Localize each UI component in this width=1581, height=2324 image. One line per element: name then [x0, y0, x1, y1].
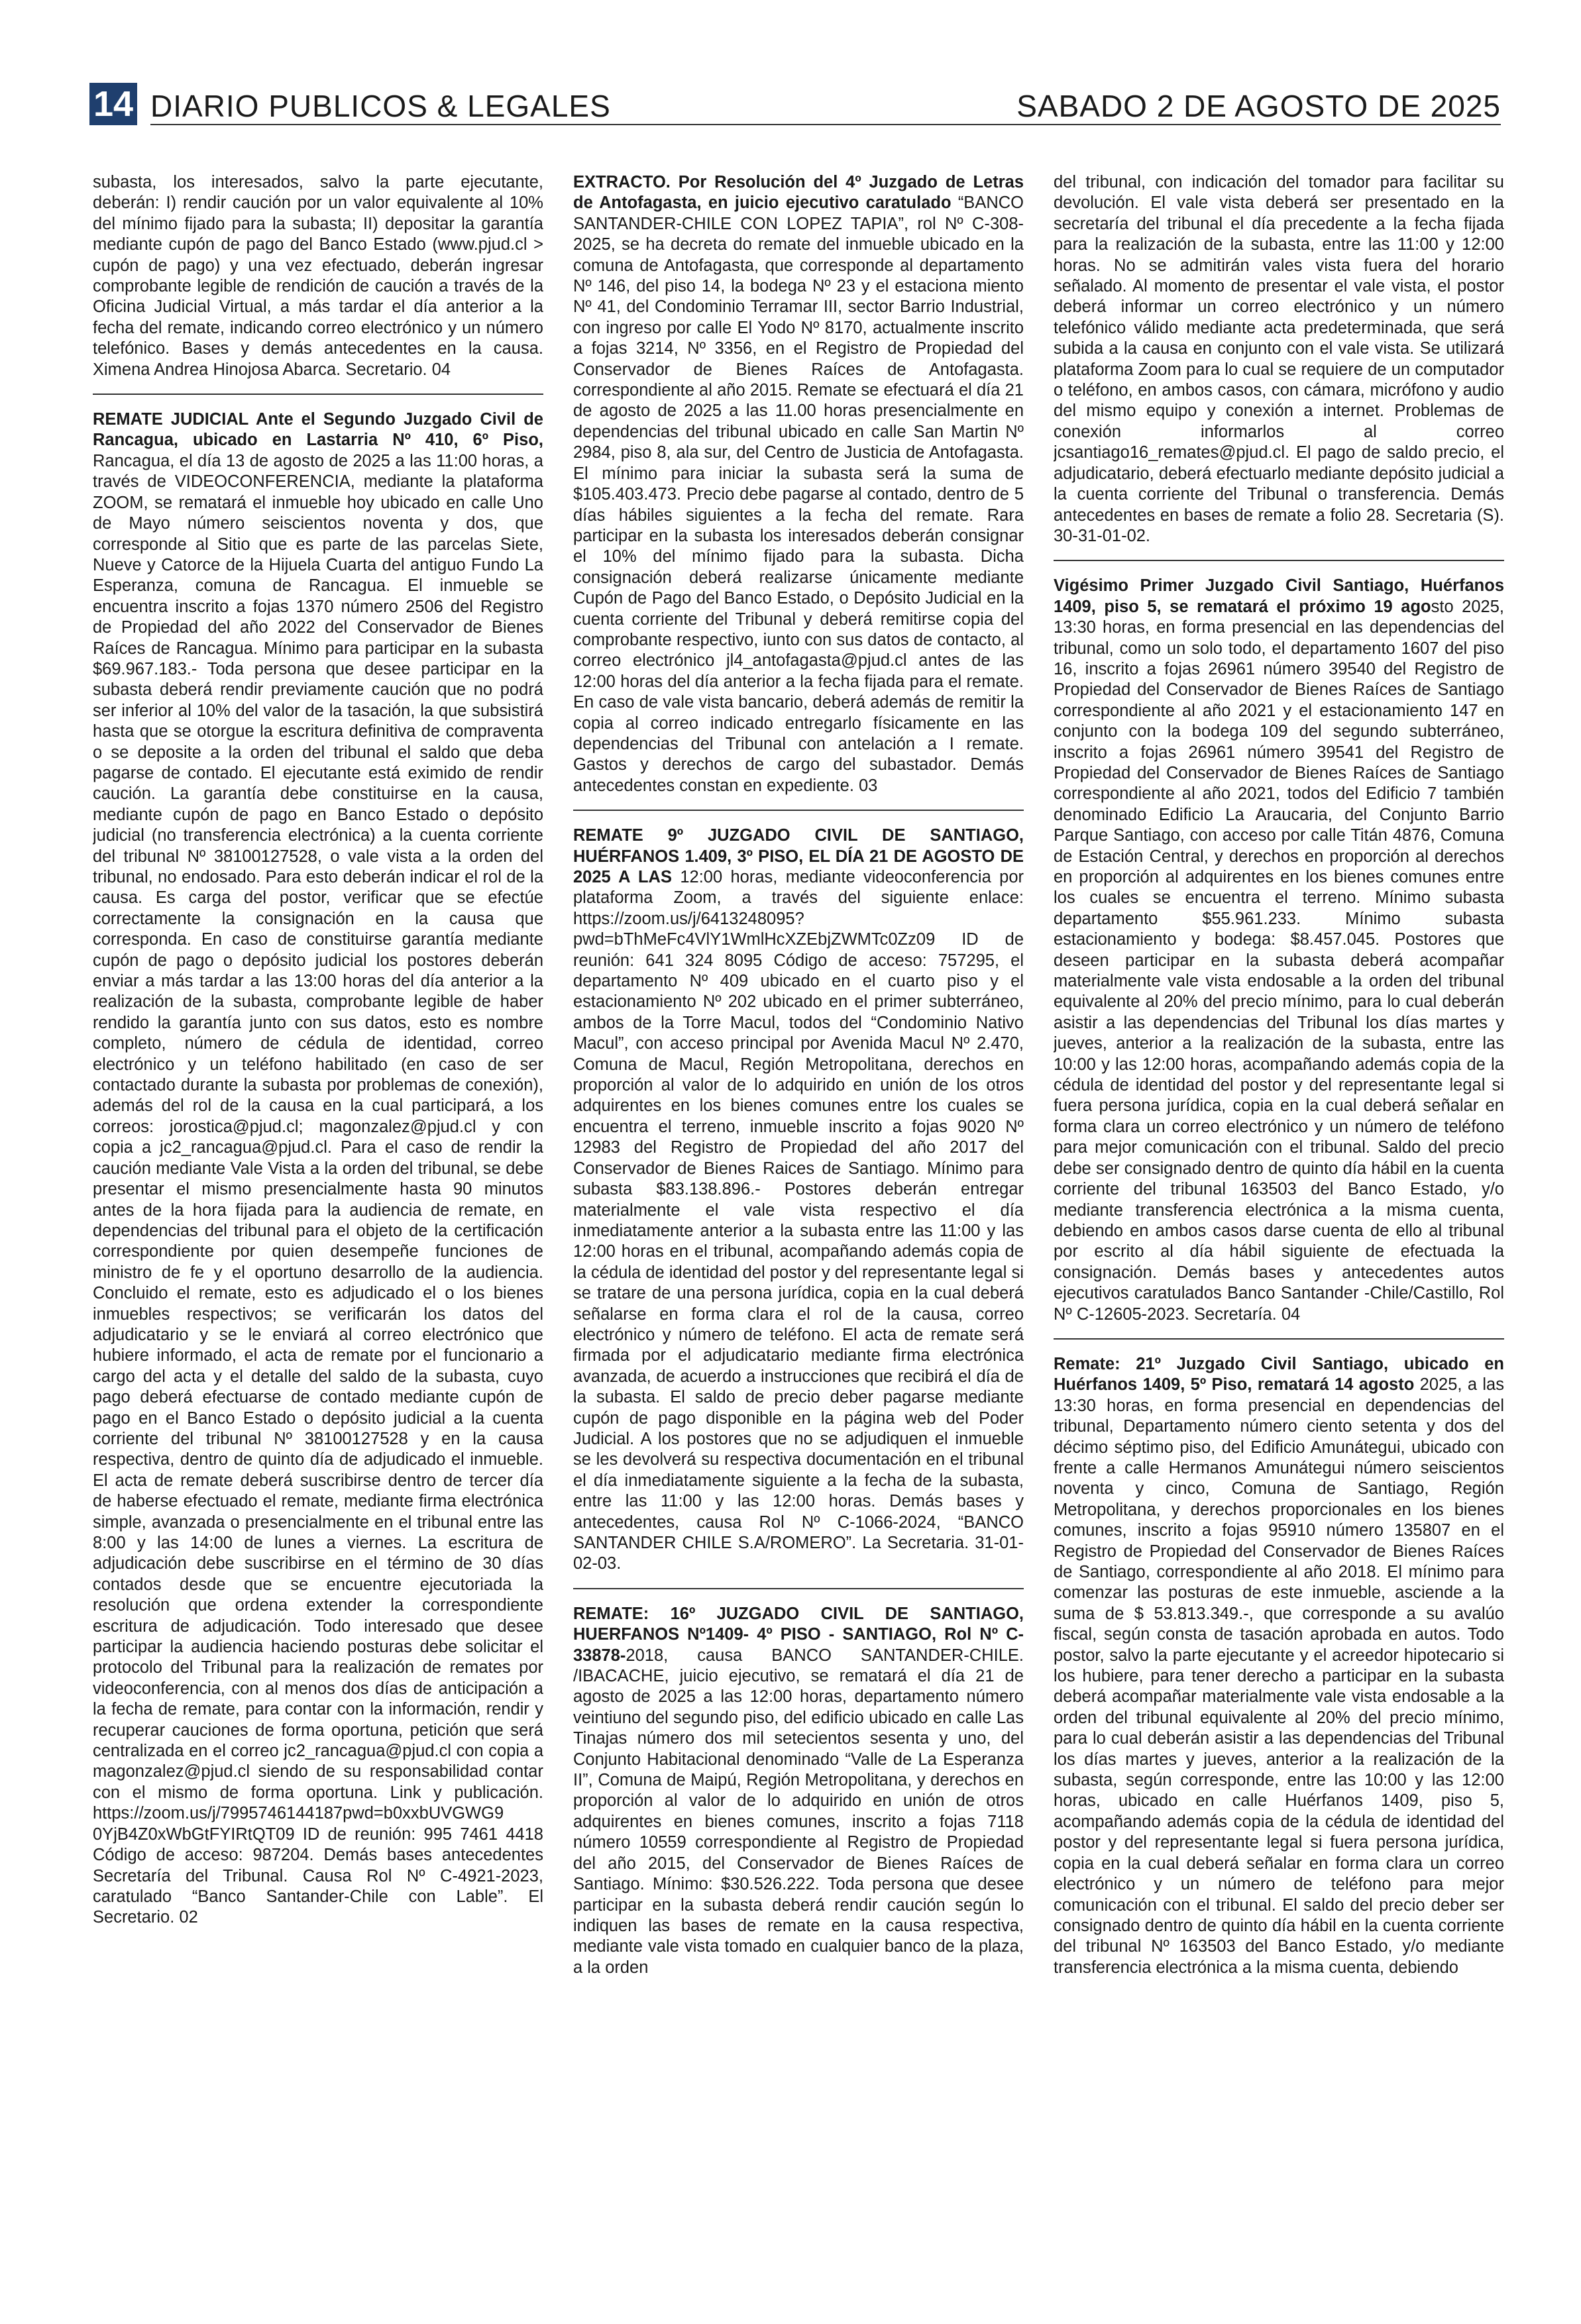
page-header: [89, 83, 1501, 125]
legal-notice: [1054, 172, 1504, 547]
notice-separator: [1054, 1338, 1504, 1340]
notice-body: sto 2025, 13:30 horas, en forma presencial en las dependencias del tribunal, como un solo todo, el departamento 1607 del piso 16, inscrito a fojas 26961 número 39540 del Registro de Propiedad del Conservador de Bienes Raíces de Santiago correspondiente al año 2021 y el estacionamiento 147 en conjunto con la bodega 109 del segundo subterráneo, inscrito a fojas 26961 número 39541 del Registro de Propiedad del Conservador de Bienes Raíces de Santiago correspondiente al año 2021, todos del Edificio 7 también denominado Edificio La Araucaria, del Conjunto Barrio Parque Santiago, con acceso por calle Titán 4876, Comuna de Estación Central, y derechos en proporción al derechos en proporción al adquirentes en los bienes comunes entre los cuales se encuentra el terreno. Mínimo subasta departamento $55.961.233. Mínimo subasta estacionamiento y bodega: $8.457.045. Postores que deseen participar en la subasta deberá acompañar materialmente vale vista endosable a la orden del tribunal equivalente al 20% del precio mínimo, para lo cual deberán asistir a las dependencias del Tribunal los días martes y jueves, anterior a la realización de la subasta, entre las 10:00 y las 12:00 horas, acompañando además copia de la cédula de identidad del postor y del representante legal si fuera persona jurídica, copia en la cual deberá señalar en forma clara un correo electrónico y un número de teléfono para mejor comunicación con el tribunal. Saldo del precio debe ser consignado dentro de quinto día hábil en la cuenta corriente del tribunal 163503 del Banco Estado, y/o mediante transferencia electrónica a la misma cuenta, debiendo en ambos casos darse cuenta de ello al tribunal por escrito al día hábil siguiente de efectuada la consignación. Demás bases y antecedentes autos ejecutivos caratulados Banco Santander -Chile/Castillo, Rol Nº C-12605-2023. Secretaría. 04: [1054, 597, 1504, 1324]
newspaper-name: DIARIO PUBLICOS & LEGALES: [150, 89, 611, 123]
issue-date: SABADO 2 DE AGOSTO DE 2025: [1016, 89, 1501, 123]
legal-notice: [573, 1604, 1024, 1978]
notice-title: REMATE JUDICIAL Ante el Segundo Juzgado Civil de Rancagua, ubicado en Lastarria Nº 410, 6º Piso,: [93, 410, 543, 450]
column-1: [93, 172, 543, 2286]
header-rule: [150, 124, 1501, 125]
notice-separator: [573, 1588, 1024, 1589]
column-3: [1054, 172, 1504, 2286]
notice-body: 2025, a las 13:30 horas, en forma presencial en dependencias del tribunal, Departamento número ciento setenta y dos del décimo séptimo piso, del Edificio Amunátegui, ubicado con frente a calle Hermanos Amunátegui número seiscientos noventa y cinco, Comuna de Santiago, Región Metropolitana, y derechos proporcionales en los bienes comunes, inscrito a fojas 95910 número 135807 en el Registro de Propiedad del Conservador de Bienes Raíces de Santiago, correspondiente al año 2018. El mínimo para comenzar las posturas de este inmueble, asciende a la suma de $ 53.813.349.-, que corresponde a su avalúo fiscal, según consta de tasación aprobada en autos. Todo postor, salvo la parte ejecutante y el acreedor hipotecario si los hubiere, para tener derecho a participar en la subasta deberá acompañar materialmente vale vista endosable a la orden del tribunal equivalente al 20% del precio mínimo, para lo cual deberán asistir a las dependencias del Tribunal los días martes y jueves, anterior a la realización de la subasta, según corresponde, entre las 10:00 y las 12:00 horas, ubicado en calle Huérfanos 1409, piso 5, acompañando además copia de la cédula de identidad del postor y del representante legal si fuera persona jurídica, copia en la cual deberá señalar en forma clara un correo electrónico y un número de teléfono para mejor comunicación con el tribunal. El saldo del precio deber ser consignado dentro de quinto día hábil en la cuenta corriente del tribunal Nº 163503 del Banco Estado, y/o mediante transferencia electrónica a la misma cuenta, debiendo: [1054, 1375, 1504, 1977]
notice-separator: [93, 394, 543, 395]
legal-notice: [1054, 1354, 1504, 1978]
notice-title: REMATE: 16º JUZGADO CIVIL DE SANTIAGO, HUERFANOS Nº1409- 4º PISO - SANTIAGO, Rol Nº C-33878-: [573, 1604, 1024, 1665]
notice-body: Rancagua, el día 13 de agosto de 2025 a las 11:00 horas, a través de VIDEOCONFERENCIA, mediante la plataforma ZOOM, se rematará el inmueble hoy ubicado en calle Uno de Mayo número seiscientos noventa y dos, que corresponde al Sitio que es parte de las parcelas Siete, Nueve y Catorce de la Hijuela Cuarta del antiguo Fundo La Esperanza, comuna de Rancagua. El inmueble se encuentra inscrito a fojas 1370 número 2506 del Registro de Propiedad del año 2022 del Conservador de Bienes Raíces de Rancagua. Mínimo para participar en la subasta $69.967.183.- Toda persona que desee participar en la subasta deberá rendir previamente caución que no podrá ser inferior al 10% del valor de la tasación, la que subsistirá hasta que se otorgue la escritura definitiva de compraventa o se deposite a la orden del tribunal el saldo que deba pagarse de contado. El ejecutante está eximido de rendir caución. La garantía debe constituirse en la causa, mediante cupón de pago en Banco Estado o depósito judicial (no transferencia electrónica) a la cuenta corriente del tribunal Nº 38100127528, o vale vista a la orden del tribunal, no endosado. Para esto deberán indicar el rol de la causa. Es carga del postor, verificar que se efectúe correctamente la consignación en la causa que corresponda. En caso de constituirse garantía mediante cupón de pago o depósito judicial los postores deberán enviar a más tardar a las 13:00 horas del día anterior a la realización de la subasta, comprobante legible de haber rendido la garantía junto con sus datos, esto es nombre completo, número de cédula de identidad, correo electrónico y un teléfono habilitado (en caso de ser contactado durante la subasta por problemas de conexión), además del rol de la causa en la cual participará, a los correos: jorostica@pjud.cl; magonzalez@pjud.cl y con copia a jc2_rancagua@pjud.cl. Para el caso de rendir la caución mediante Vale Vista a la orden del tribunal, se debe presentar el mismo presencialmente hasta 90 minutos antes de la hora fijada para la audiencia de remate, en dependencias del tribunal para el objeto de la certificación correspondiente por quien desempeñe funciones de ministro de fe y el oportuno desarrollo de la audiencia. Concluido el remate, esto es adjudicado el o los bienes inmuebles respectivos; se verificarán los datos del adjudicatario y se le enviará al correo electrónico que hubiere informado, el acta de remate por el funcionario a cargo del acta y el detalle del saldo de la subasta, cuyo pago deberá efectuarse de contado mediante cupón de pago en el Banco Estado o depósito judicial a la cuenta corriente del tribunal Nº 38100127528 y en la causa respectiva, dentro de quinto día de adjudicado el inmueble. El acta de remate deberá suscribirse dentro de tercer día de haberse efectuado el remate, mediante firma electrónica simple, avanzada o presencialmente en el tribunal entre las 8:00 y las 14:00 de lunes a viernes. La escritura de adjudicación debe suscribirse en el término de 30 días contados desde que se encuentre ejecutoriada la resolución que ordena extender la correspondiente escritura de adjudicación. Todo interesado que desee participar la audiencia haciendo posturas debe solicitar el protocolo del Tribunal para la realización de remates por videoconferencia, con al menos dos días de anticipación a la fecha de remate, para contar con la información, rendir y recuperar cauciones de forma oportuna, petición que será centralizada en el correo jc2_rancagua@pjud.cl con copia a magonzalez@pjud.cl siendo de su responsabilidad contar con el mismo de forma oportuna. Link y publicación. https://zoom.us/j/7995746144187pwd=b0xxbUVGWG9 0YjB4Z0xWbGtFYIRtQT09 ID de reunión: 995 7461 4418 Código de acceso: 987204. Demás bases antecedentes Secretaría del Tribunal. Causa Rol Nº C-4921-2023, caratulado “Banco Santander-Chile con Lable”. El Secretario. 02: [93, 451, 543, 1927]
legal-notice: [573, 825, 1024, 1575]
notice-body: del tribunal, con indicación del tomador para facilitar su devolución. El vale vista deberá ser presentado en la secretaría del tribunal el día precedente a la fecha fijada para la realización de la subasta, entre las 11:00 y 12:00 horas. No se admitirán vales vista fuera del horario señalado. Al momento de presentar el vale vista, el postor deberá informar un correo electrónico y un número telefónico válido mediante acta predeterminada, que será subida a la causa en conjunto con el vale vista. Se utilizará plataforma Zoom para lo cual se requiere de un computador o teléfono, en ambos casos, con cámara, micrófono y audio del mismo equipo y conexión a internet. Problemas de conexión informarlos al correo jcsantiago16_remates@pjud.cl. El pago de saldo precio, el adjudicatario, deberá efectuarlo mediante depósito judicial a la cuenta corriente del Tribunal o transferencia. Demás antecedentes en bases de remate a folio 28. Secretaria (S). 30-31-01-02.: [1054, 173, 1504, 545]
notice-separator: [1054, 560, 1504, 561]
legal-notice: [93, 172, 543, 380]
legal-notice: [573, 172, 1024, 796]
notice-title: REMATE 9º JUZGADO CIVIL DE SANTIAGO, HUÉRFANOS 1.409, 3º PISO, EL DÍA 21 DE AGOSTO DE 2025 A LAS: [573, 826, 1024, 886]
notice-title: EXTRACTO. Por Resolución del 4º Juzgado de Letras de Antofagasta, en juicio ejecutivo caratulado: [573, 173, 1024, 213]
page-number: 14: [89, 83, 137, 125]
notice-body: 12:00 horas, mediante videoconferencia por plataforma Zoom, a través del siguiente enlace: https://zoom.us/j/6413248095?pwd=bThMeFc4VlY1WmlHcXZEbjZWMTc0Zz09 ID de reunión: 641 324 8095 Código de acceso: 757295, el departamento Nº 409 ubicado en el cuarto piso y el estacionamiento Nº 202 ubicado en el primer subterráneo, ambos de la Torre Macul, todos del “Condominio Nativo Macul”, con acceso principal por Avenida Macul Nº 2.470, Comuna de Macul, Región Metropolitana, derechos en proporción al valor de lo adquirido en unión de los otros adquirentes en los bienes comunes entre los cuales se encuentra el terreno, inmueble inscrito a fojas 9020 Nº 12983 del Registro de Propiedad del año 2017 del Conservador de Bienes Raices de Santiago. Mínimo para subasta $83.138.896.- Postores deberán entregar materialmente el vale vista respectivo el día inmediatamente anterior a la subasta entre las 11:00 y las 12:00 horas en el tribunal, acompañando además copia de la cédula de identidad del postor y del representante legal si se tratare de una persona jurídica, copia en la cual deberá señalarse en forma clara el rol de la causa, correo electrónico y número de teléfono. El acta de remate será firmada por el adjudicatario mediante firma electrónica avanzada, de acuerdo a instrucciones que recibirá el día de la subasta. El saldo de precio deber pagarse mediante cupón de pago disponible en la página web del Poder Judicial. A los postores que no se adjudiquen el inmueble se les devolverá su respectiva documentación en el tribunal el día inmediatamente siguiente a la fecha de la subasta, entre las 11:00 y las 12:00 horas. Demás bases y antecedentes, causa Rol Nº C-1066-2024, “BANCO SANTANDER CHILE S.A/ROMERO”. La Secretaria. 31-01-02-03.: [573, 868, 1024, 1573]
notice-body: 2018, causa BANCO SANTANDER-CHILE. /IBACACHE, juicio ejecutivo, se rematará el día 21 de agosto de 2025 a las 12:00 horas, departamento número veintiuno del segundo piso, del edificio ubicado en calle Las Tinajas número dos mil setecientos sesenta y uno, del Conjunto Habitacional denominado “Valle de La Esperanza II”, Comuna de Maipú, Región Metropolitana, y derechos en proporción al valor de lo adquirido en unión de otros adquirentes en bienes comunes, inscrito a fojas 7118 número 10559 correspondiente al Registro de Propiedad del año 2015, del Conservador de Bienes Raíces de Santiago. Mínimo: $30.526.222. Toda persona que desee participar en la subasta deberá rendir caución según lo indiquen las bases de remate en la causa respectiva, mediante vale vista tomado en cualquier banco de la plaza, a la orden: [573, 1646, 1024, 1977]
notice-separator: [573, 810, 1024, 811]
legal-notice: [1054, 576, 1504, 1325]
column-2: [573, 172, 1024, 2286]
notice-body: subasta, los interesados, salvo la parte ejecutante, deberán: I) rendir caución por un valor equivalente al 10% del mínimo fijado para la subasta; II) depositar la garantía mediante cupón de pago del Banco Estado (www.pjud.cl > cupón de pago) y una vez efectuado, deberán ingresar comprobante legible de rendición de caución a través de la Oficina Judicial Virtual, a más tardar el día anterior a la fecha del remate, indicando correo electrónico y un número telefónico. Bases y demás antecedentes en la causa. Ximena Andrea Hinojosa Abarca. Secretario. 04: [93, 173, 543, 379]
notice-title: Remate: 21º Juzgado Civil Santiago, ubicado en Huérfanos 1409, 5º Piso, rematará 14 agosto: [1054, 1354, 1504, 1395]
legal-notice: [93, 409, 543, 1928]
notice-title: Vigésimo Primer Juzgado Civil Santiago, Huérfanos 1409, piso 5, se rematará el próximo 19 ago: [1054, 576, 1504, 616]
notice-body: “BANCO SANTANDER-CHILE CON LOPEZ TAPIA”, rol Nº C-308-2025, se ha decreta do remate del inmueble ubicado en la comuna de Antofagasta, que corresponde al departamento Nº 146, del piso 14, la bodega Nº 23 y el estaciona miento Nº 41, del Condominio Terramar III, sector Barrio Industrial, con ingreso por calle El Yodo Nº 8170, actualmente inscrito a fojas 3214, Nº 3356, en el Registro de Propiedad del Conservador de Bienes Raíces de Antofagasta. correspondiente al año 2015. Remate se efectuará el día 21 de agosto de 2025 a las 11.00 horas presencialmente en dependencias del tribunal ubicado en calle San Martin Nº 2984, piso 8, ala sur, del Centro de Justicia de Antofagasta. El mínimo para iniciar la subasta será la suma de $105.403.473. Precio debe pagarse al contado, dentro de 5 días hábiles siguientes a la fecha del remate. Rara participar en la subasta los interesados deberán consignar el 10% del mínimo fijado para la subasta. Dicha consignación deberá realizarse únicamente mediante Cupón de Pago del Banco Estado, o Depósito Judicial en la cuenta corriente del Tribunal y deberá remitirse copia del comprobante respectivo, iunto con sus datos de contacto, al correo electrónico jl4_antofagasta@pjud.cl antes de las 12:00 horas del día anterior a la fecha fijada para el remate. En caso de vale vista bancario, deberá además de remitir la copia al correo indicado entregarlo físicamente en las dependencias del Tribunal con antelación a I remate. Gastos y derechos de cargo del subastador. Demás antecedentes constan en expediente. 03: [573, 193, 1024, 795]
